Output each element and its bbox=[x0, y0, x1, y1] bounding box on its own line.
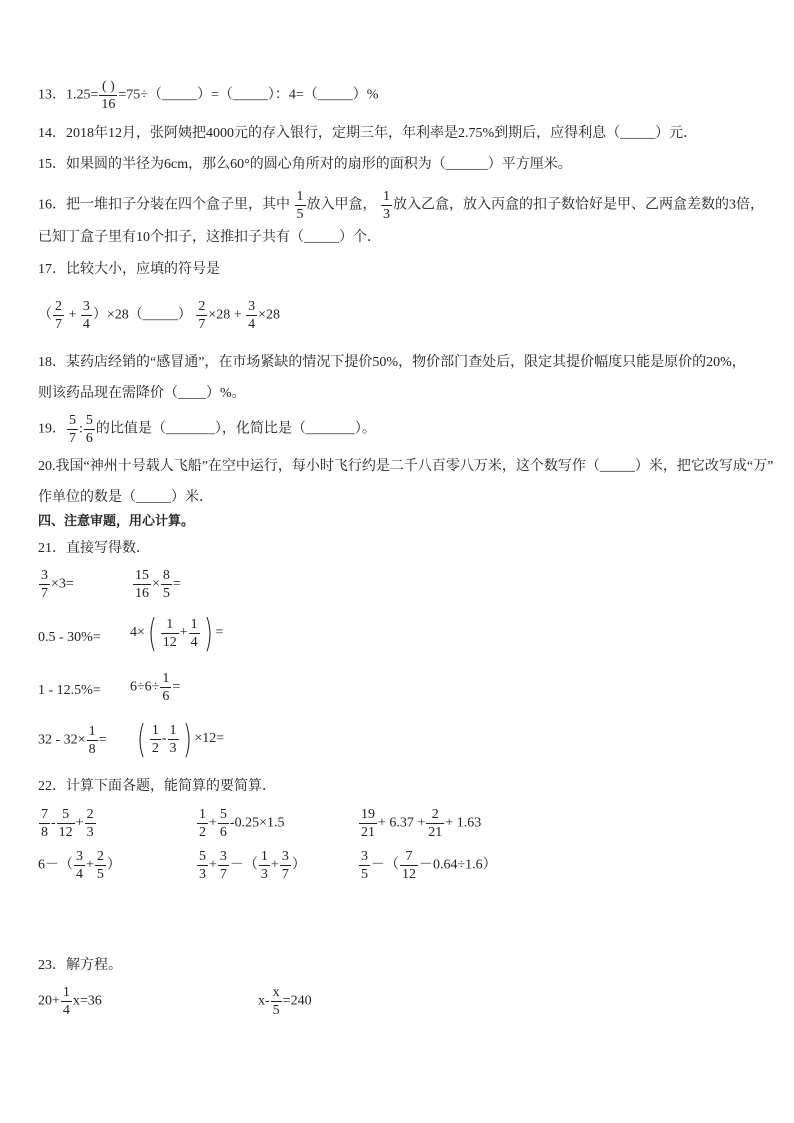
question-17-expression: （ $\frac{2}{7}$ + $\frac{3}{4}$ ）×28（_____） $\frac{2}{7}$ ×28 + $\frac{3}{4}$ ×28 bbox=[38, 299, 281, 332]
calc-item: 1 - 12.5%= bbox=[38, 683, 101, 698]
fraction: $\frac{5}{7}$ bbox=[69, 413, 76, 446]
calc-item: $\frac{3}{7}$ ×3= bbox=[41, 568, 74, 601]
fraction: $\frac{3}{4}$ bbox=[248, 299, 256, 332]
calc-item: $\frac{15}{16}$ × $\frac{8}{5}$ = bbox=[135, 568, 181, 601]
question-18-line-1: 18．某药店经销的“感冒通”，在市场紧缺的情况下提价50%，物价部门查处后，限定其提价幅度只能是原价的20%， bbox=[38, 355, 746, 370]
question-16-line-2: 已知丁盒子里有10个扣子，这推扣子共有（_____）个． bbox=[38, 230, 381, 245]
equation-item: 20+ $\frac{1}{4}$ x=36 bbox=[38, 985, 102, 1018]
calc-item: 6÷6÷ $\frac{1}{6}$ = bbox=[130, 671, 181, 704]
calc-item: ( $\frac{1}{2}$ - $\frac{1}{3}$ ) ×12= bbox=[136, 717, 225, 761]
section-heading: 四、注意审题，用心计算。 bbox=[38, 514, 195, 529]
fraction: $\frac{5}{6}$ bbox=[85, 413, 93, 446]
calc-item: $\frac{3}{5}$ －（ $\frac{7}{12}$ －0.64÷1.6） bbox=[361, 849, 497, 882]
fraction: $\frac{1}{5}$ bbox=[296, 189, 304, 222]
calc-item: $\frac{7}{8}$ - $\frac{5}{12}$ + $\frac{2}{3}$ bbox=[41, 807, 94, 840]
question-13: 13．1.25= $\frac{( )}{16}$ =75÷（_____）=（_____）：4=（_____）% bbox=[38, 79, 379, 112]
equation-item: x- $\frac{x}{5}$ =240 bbox=[258, 985, 312, 1018]
question-14: 14．2018年12月，张阿姨把4000元的存入银行，定期三年，年利率是2.75%到期后，应得利息（_____）元． bbox=[38, 126, 698, 141]
fraction: $\frac{2}{7}$ bbox=[55, 299, 62, 332]
calc-item: $\frac{5}{3}$ + $\frac{3}{7}$ －（ $\frac{1}{3}$ + $\frac{3}{7}$ ） bbox=[199, 849, 306, 882]
question-22-title: 22．计算下面各题，能简算的要简算． bbox=[38, 779, 276, 794]
fraction: $\frac{3}{4}$ bbox=[82, 299, 90, 332]
question-17-title: 17．比较大小，应填的符号是 bbox=[38, 262, 220, 277]
calc-item: 6－（ $\frac{3}{4}$ + $\frac{2}{5}$ ） bbox=[38, 849, 121, 882]
calc-item: 32 - 32× $\frac{1}{8}$ = bbox=[38, 724, 107, 757]
calc-item: $\frac{1}{2}$ + $\frac{5}{6}$ -0.25×1.5 bbox=[199, 807, 285, 840]
fraction: $\frac{2}{7}$ bbox=[198, 299, 206, 332]
question-21-title: 21．直接写得数． bbox=[38, 541, 150, 556]
question-15: 15．如果圆的半径为6cm，那么60°的圆心角所对的扇形的面积为（______）平方厘米。 bbox=[38, 157, 572, 172]
calc-item: 4×( $\frac{1}{12}$ + $\frac{1}{4}$ ) = bbox=[130, 611, 224, 655]
fraction: $\frac{1}{3}$ bbox=[383, 189, 390, 222]
question-18-line-2: 则该药品现在需降价（____）%。 bbox=[38, 386, 246, 401]
question-20-line-1: 20.我国“神州十号载人飞船”在空中运行，每小时飞行约是二千八百零八万米，这个数写作（_____）米，把它改写成“万” bbox=[38, 459, 774, 474]
question-20-line-2: 作单位的数是（_____）米． bbox=[38, 490, 213, 505]
question-16-line-1: 16．把一堆扣子分装在四个盒子里，其中 $\frac{1}{5}$ 放入甲盒， $\frac{1}{3}$ 放入乙盒，放入丙盒的扣子数恰好是甲、乙两盒差数的3倍， bbox=[38, 189, 764, 222]
question-23-title: 23．解方程。 bbox=[38, 958, 122, 973]
calc-item: $\frac{19}{21}$ + 6.37 + $\frac{2}{21}$ + 1.63 bbox=[361, 807, 482, 840]
question-19: 19． $\frac{5}{7}$ : $\frac{5}{6}$ 的比值是（_______），化简比是（_______）。 bbox=[38, 413, 376, 446]
calc-item: 0.5 - 30%= bbox=[38, 630, 101, 645]
fraction: $\frac{( )}{16}$ bbox=[101, 79, 116, 112]
